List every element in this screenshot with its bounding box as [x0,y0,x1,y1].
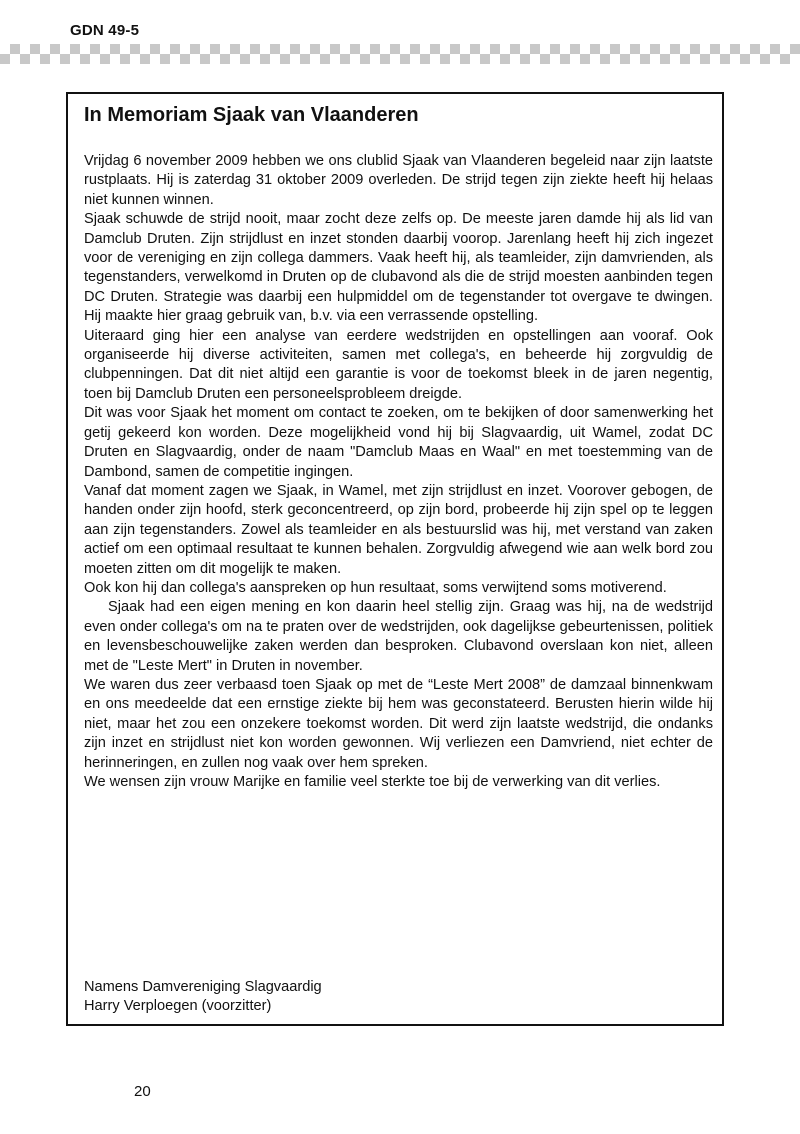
signature [84,978,322,1017]
paragraph: Vanaf dat moment zagen we Sjaak, in Wamel, met zijn strijdlust en inzet. Voorover gebogen, de handen onder zijn hoofd, sterk geconcentreerd, op zijn bord, probeerde hij zijn spel op te leggen aan zijn tegenstanders. Zowel als teamleider en als bestuurslid was hij, met verstand van zaken actief om een optimaal resultaat te kunnen behalen. Zorgvuldig afwegend wie aan welk bord zou moeten zitten om dit mogelijk te maken. [84,482,713,577]
paragraph: We waren dus zeer verbaasd toen Sjaak op met de “Leste Mert 2008” de damzaal binnenkwam en ons meedeelde dat een ernstige ziekte bij hem was geconstateerd. Berusten hierin wilde hij niet, maar het zou een onzekere toekomst worden. Dit werd zijn laatste wedstrijd, die ondanks zijn inzet en strijdlust niet kon worden gewonnen. Wij verliezen een Damvriend, niet echter de herinneringen, en zullen nog vaak over hem spreken. [84,676,713,771]
page-number: 20 [134,1083,151,1100]
article-body [84,152,713,792]
checkered-divider [0,44,800,64]
paragraph: We wensen zijn vrouw Marijke en familie veel sterkte toe bij de verwerking van dit verlies. [84,774,661,790]
signature-name: Harry Verploegen (voorzitter) [84,998,272,1015]
paragraph: Sjaak schuwde de strijd nooit, maar zocht deze zelfs op. De meeste jaren damde hij als lid van Damclub Druten. Zijn strijdlust en inzet stonden daarbij voorop. Jarenlang heeft hij zich ingezet voor de vereniging en zijn collega dammers. Vaak heeft hij, als teamleider, zijn damvrienden, als tegenstanders, verwelkomd in Druten op de clubavond als die de strijd moesten aanbinden tegen DC Druten. Strategie was daarbij een hulpmiddel om de tegenstander tot overgave te dwingen. Hij maakte hier graag gebruik van, b.v. via een verrassende opstelling. [84,211,713,325]
paragraph: Uiteraard ging hier een analyse van eerdere wedstrijden en opstellingen aan vooraf. Ook organiseerde hij diverse activiteiten, samen met collega's, en beheerde hij zorgvuldig de clubpenningen. Dat dit niet altijd een garantie is voor de toekomst bleek in de jaren negentig, toen bij Damclub Druten een personeelsprobleem dreigde. [84,327,713,402]
publication-label: GDN 49-5 [70,22,140,39]
article-title: In Memoriam Sjaak van Vlaanderen [84,104,419,126]
signature-organization: Namens Damvereniging Slagvaardig [84,979,322,995]
paragraph: Ook kon hij dan collega's aanspreken op hun resultaat, soms verwijtend soms motiverend. [84,579,667,596]
paragraph: Sjaak had een eigen mening en kon daarin heel stellig zijn. Graag was hij, na de wedstrijd even onder collega's om na te praten over de wedstrijden, ook dagelijkse gebeurtenissen, politiek en levensbeschouwelijke zaken werden dan besproken. Clubavond overslaan kon niet, alleen met de "Leste Mert" in Druten in november. [84,599,713,674]
paragraph: Dit was voor Sjaak het moment om contact te zoeken, om te bekijken of door samenwerking het getij gekeerd kon worden. Deze mogelijkheid vond hij bij Slagvaardig, uit Wamel, zodat DC Druten en Slagvaardig, onder de naam "Damclub Maas en Waal" en met toestemming van de Dambond, samen de competitie ingingen. [84,405,713,480]
paragraph: Vrijdag 6 november 2009 hebben we ons clublid Sjaak van Vlaanderen begeleid naar zijn laatste rustplaats. Hij is zaterdag 31 oktober 2009 overleden. De strijd tegen zijn ziekte heeft hij helaas niet kunnen winnen. [84,153,713,208]
